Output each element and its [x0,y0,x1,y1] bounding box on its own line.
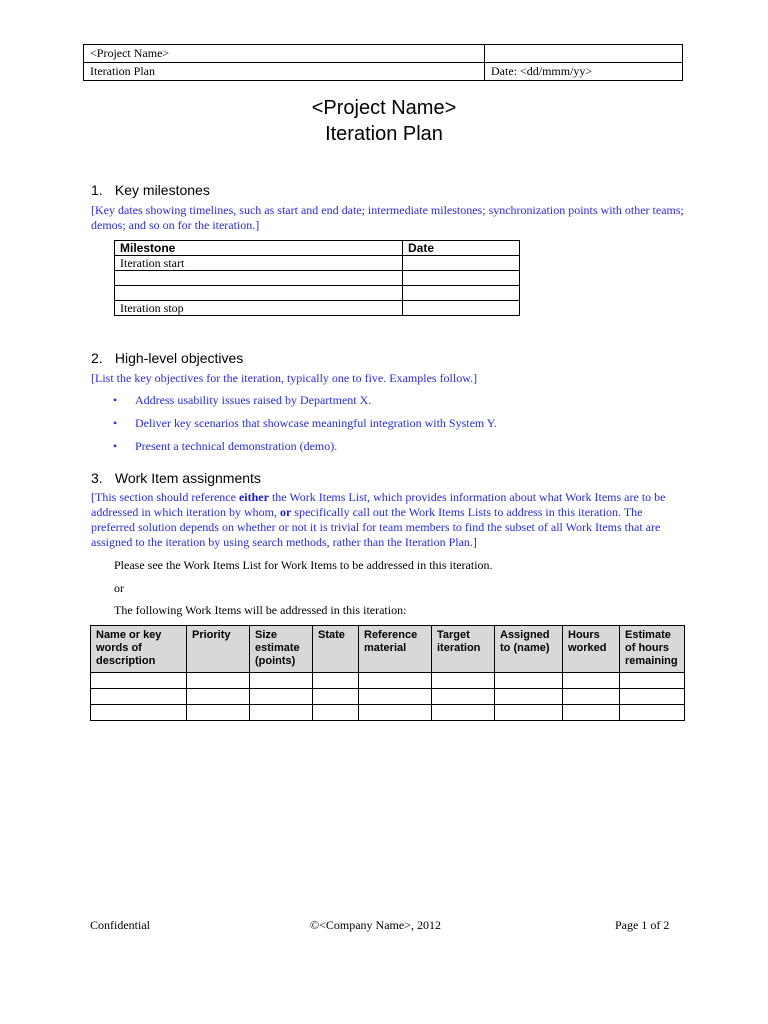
table-cell [620,689,685,705]
work-items-para-2: The following Work Items will be addressed in this iteration: [114,603,407,617]
table-row [91,705,685,721]
milestone-header-row [115,241,520,256]
section-1-number: 1. [91,182,103,198]
col-header-target: Target iteration [432,626,495,673]
section-2-title: High-level objectives [114,350,244,366]
work-items-para-1: Please see the Work Items List for Work Items to be addressed in this iteration. [114,558,493,572]
table-cell [359,689,432,705]
page-title-plan: Iteration Plan [325,123,443,145]
section-2-note: [List the key objectives for the iteration, typically one to five. Examples follow.] [91,371,478,385]
section-3-number: 3. [91,470,103,486]
list-item [113,436,497,459]
col-header-name: Name or key words of description [91,626,187,673]
objective-text: Deliver key scenarios that showcase meaningful integration with System Y. [135,416,497,430]
page-title-project: <Project Name> [311,97,457,119]
section-2-number: 2. [91,350,103,366]
header-date: Date: <dd/mmm/yy> [485,63,683,81]
table-cell [91,673,187,689]
footer-copyright: ©<Company Name>, 2012 [310,918,441,932]
bullet-icon: • [113,439,118,453]
section-1-note: [Key dates showing timelines, such as start and end date; intermediate milestones; synchronization points with other teams; demos; and so on for the iteration.] [91,203,684,232]
work-items-table [90,625,685,721]
section-2-heading [91,349,243,367]
date-col-header: Date [403,241,520,256]
note-text-mid: the Work Items List, which provides information about what Work Items are to be addressed in which iteration by whom, [91,490,666,519]
milestone-col-header: Milestone [115,241,403,256]
section-3-title: Work Item assignments [114,470,261,486]
section-3-heading [91,469,261,487]
table-cell [563,673,620,689]
table-cell [313,673,359,689]
date-cell [403,301,520,316]
objectives-list [113,390,497,459]
table-row [115,286,520,301]
table-cell [563,705,620,721]
date-cell [403,271,520,286]
col-header-assigned: Assigned to (name) [495,626,563,673]
table-cell [187,689,250,705]
note-text-post: specifically call out the Work Items Lists to address in this iteration. The preferred solution depends on whether or not it is trivial for team members to find the subset of all Work Items that are assigned to the iteration by using search methods, rather than the Iteration Plan.] [91,505,661,549]
header-table [83,44,683,81]
objective-text: Address usability issues raised by Department X. [135,393,372,407]
table-cell [563,689,620,705]
milestone-cell [115,286,403,301]
table-cell [250,689,313,705]
table-cell [432,705,495,721]
table-cell [359,673,432,689]
table-cell [432,673,495,689]
milestone-cell: Iteration start [115,256,403,271]
note-emphasis-either: either [238,490,269,504]
table-row [115,256,520,271]
table-row [91,689,685,705]
col-header-priority: Priority [187,626,250,673]
date-cell [403,256,520,271]
table-cell [187,673,250,689]
table-cell [91,705,187,721]
table-cell [250,673,313,689]
col-header-hours: Hours worked [563,626,620,673]
objective-text: Present a technical demonstration (demo). [135,439,338,453]
header-empty-cell [485,45,683,63]
table-cell [91,689,187,705]
col-header-state: State [313,626,359,673]
header-project-name: <Project Name> [84,45,485,63]
table-row [115,301,520,316]
table-row [115,271,520,286]
work-items-para-or: or [114,581,124,595]
list-item [113,390,497,413]
table-cell [495,673,563,689]
footer-page-number: Page 1 of 2 [615,918,670,932]
section-3-note [91,490,681,550]
table-cell [250,705,313,721]
header-row-1 [84,45,683,63]
section-1-heading [91,181,210,199]
header-row-2 [84,63,683,81]
milestone-cell: Iteration stop [115,301,403,316]
table-cell [432,689,495,705]
note-emphasis-or: or [279,505,292,519]
table-cell [359,705,432,721]
footer-confidential: Confidential [90,918,150,932]
header-doc-name: Iteration Plan [84,63,485,81]
table-cell [620,673,685,689]
note-text-pre: [This section should reference [91,490,239,504]
table-row [91,673,685,689]
date-cell [403,286,520,301]
list-item [113,413,497,436]
table-cell [313,689,359,705]
table-cell [187,705,250,721]
col-header-estimate: Estimate of hours remaining [620,626,685,673]
bullet-icon: • [113,393,118,407]
table-cell [495,705,563,721]
section-1-title: Key milestones [114,182,210,198]
table-cell [313,705,359,721]
work-items-header-row [91,626,685,673]
table-cell [620,705,685,721]
bullet-icon: • [113,416,118,430]
milestone-cell [115,271,403,286]
col-header-reference: Reference material [359,626,432,673]
table-cell [495,689,563,705]
col-header-size: Size estimate (points) [250,626,313,673]
milestone-table [114,240,520,316]
